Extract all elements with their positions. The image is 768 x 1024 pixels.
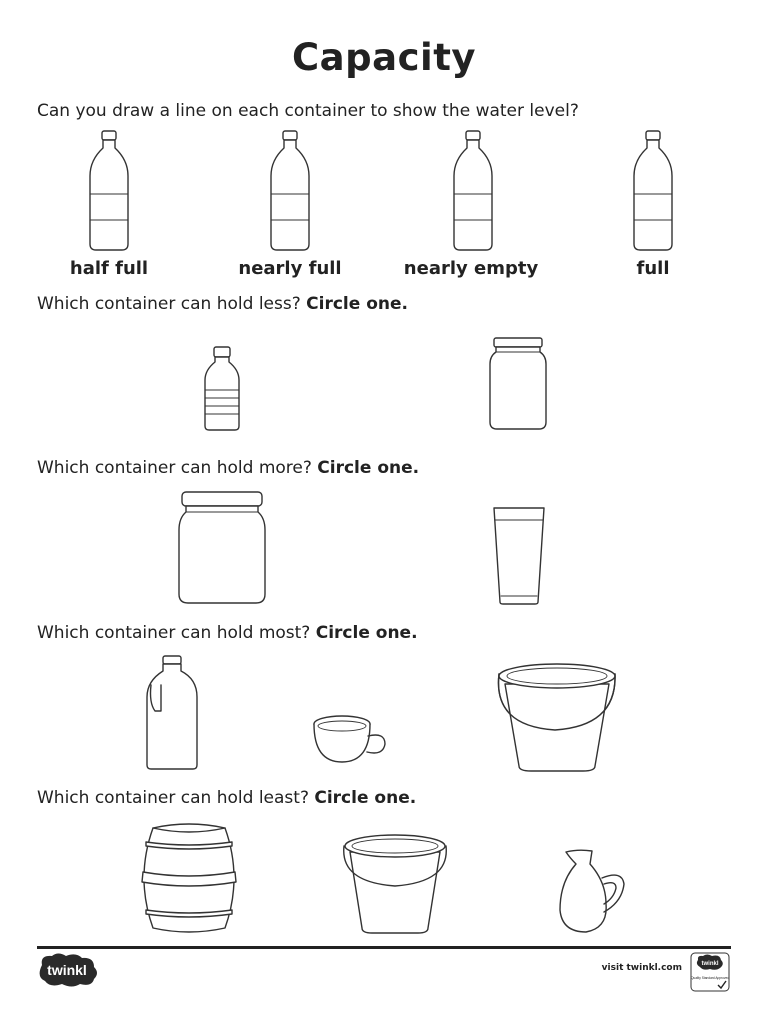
badge-text: Quality Standard Approved [690, 976, 730, 980]
bucket-icon [491, 654, 623, 774]
bucket-icon [340, 832, 450, 936]
bottle-icon [630, 130, 676, 252]
twinkl-logo-text: twinkl [47, 962, 87, 978]
jar-icon [487, 336, 549, 432]
question-5 [37, 788, 416, 808]
question-3-text: Which container can hold more? [37, 458, 312, 478]
footer-divider [37, 946, 731, 949]
label-nearly-empty: nearly empty [403, 258, 539, 279]
bottle-icon [450, 130, 496, 252]
question-3-emphasis: Circle one. [317, 458, 420, 478]
jug-icon [556, 848, 628, 934]
question-3 [37, 458, 419, 478]
barrel-icon [139, 822, 239, 934]
twinkl-logo [36, 953, 100, 987]
bottle-icon [267, 130, 313, 252]
label-nearly-full: nearly full [238, 258, 342, 279]
label-full: full [636, 258, 670, 279]
milk-bottle-icon [143, 655, 199, 771]
question-4-emphasis: Circle one. [315, 623, 418, 643]
badge-title: twinkl [701, 961, 719, 967]
visit-link[interactable]: visit twinkl.com [601, 963, 682, 973]
jar-icon [176, 490, 268, 606]
question-1 [37, 101, 579, 121]
question-4 [37, 623, 418, 643]
quality-badge [690, 952, 730, 992]
question-5-text: Which container can hold least? [37, 788, 309, 808]
small-bottle-icon [203, 346, 241, 432]
question-5-emphasis: Circle one. [314, 788, 417, 808]
question-2-emphasis: Circle one. [306, 294, 408, 314]
cup-icon [311, 714, 389, 766]
page-title: Capacity [292, 36, 476, 79]
question-2 [37, 294, 408, 314]
question-2-text: Which container can hold less? [37, 294, 301, 314]
glass-icon [491, 506, 547, 606]
bottle-icon [86, 130, 132, 252]
question-1-text: Can you draw a line on each container to show the water level? [37, 101, 579, 121]
label-half-full: half full [69, 258, 149, 279]
question-4-text: Which container can hold most? [37, 623, 311, 643]
